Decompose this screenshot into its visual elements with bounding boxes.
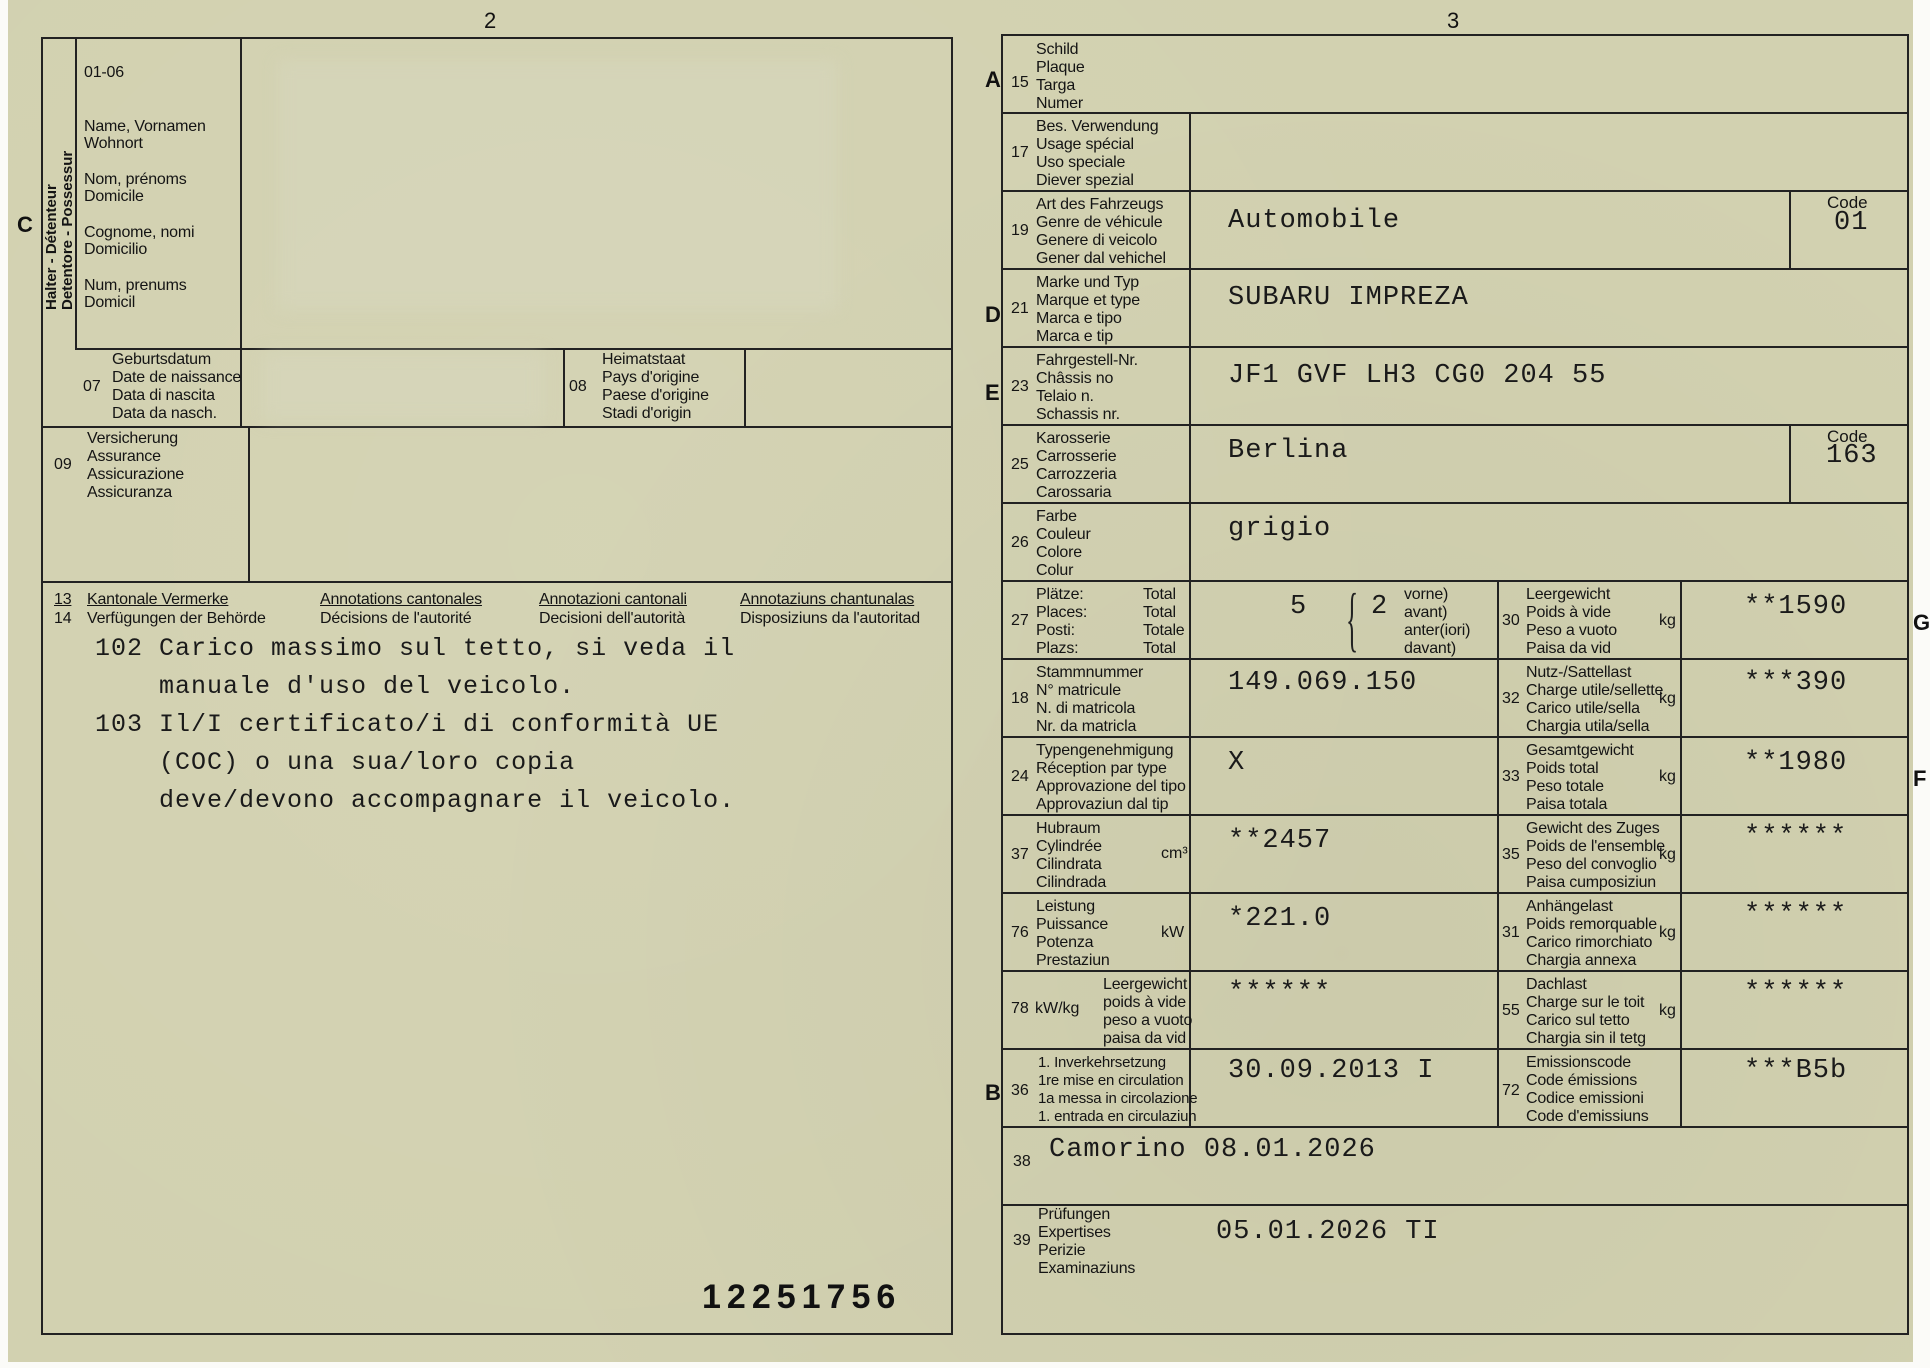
roof-load-label-fr: Charge sur le toit <box>1526 994 1645 1011</box>
holder-vertical-label-1: Halter - Détenteur <box>43 184 60 310</box>
train-weight-label-rm: Paisa cumposiziun <box>1526 874 1656 891</box>
color-label-it: Colore <box>1036 544 1082 561</box>
chassis-label-de: Fahrgestell-Nr. <box>1036 352 1138 369</box>
name-label-rm-2: Domicil <box>84 294 136 311</box>
birthdate-label-it: Data di nascita <box>112 387 215 404</box>
field-24-number: 24 <box>1011 768 1029 785</box>
payload-unit: kg <box>1659 690 1676 707</box>
trailer-load-unit: kg <box>1659 924 1676 941</box>
field-19-number: 19 <box>1011 222 1029 239</box>
seats-front-label-it: anter(iori) <box>1404 622 1471 639</box>
seats-label-fr: Places: <box>1036 604 1088 621</box>
section-letter-a: A <box>985 67 1001 92</box>
body-label-it: Carrozzeria <box>1036 466 1117 483</box>
birthdate-label-fr: Date de naissance <box>112 369 242 386</box>
seats-total-label-de: Total <box>1143 586 1176 603</box>
color-label-de: Farbe <box>1036 508 1077 525</box>
field-72-number: 72 <box>1502 1082 1520 1099</box>
emission-label-rm: Code d'emissiuns <box>1526 1108 1649 1125</box>
chassis-value: JF1 GVF LH3 CG0 204 55 <box>1228 361 1607 391</box>
train-weight-unit: kg <box>1659 846 1676 863</box>
color-label-rm: Colur <box>1036 562 1074 579</box>
displacement-label-it: Cilindrata <box>1036 856 1102 873</box>
insurance-label-de: Versicherung <box>87 430 178 447</box>
roof-load-value: ****** <box>1744 978 1848 1008</box>
make-label-de: Marke und Typ <box>1036 274 1139 291</box>
total-weight-label-it: Peso totale <box>1526 778 1604 795</box>
field-36-number: 36 <box>1011 1082 1029 1099</box>
section-letter-d: D <box>985 302 1001 327</box>
empty-weight-unit: kg <box>1659 612 1676 629</box>
annotation-header-de: Kantonale Vermerke <box>87 591 229 608</box>
field-30-number: 30 <box>1502 612 1520 629</box>
plate-label-fr: Plaque <box>1036 59 1085 76</box>
birthdate-label-de: Geburtsdatum <box>112 351 211 368</box>
name-label-rm-1: Num, prenums <box>84 277 187 294</box>
registration-document <box>8 0 1930 1362</box>
inspection-label-de: Prüfungen <box>1038 1206 1111 1223</box>
annotation-sub-de: Verfügungen der Behörde <box>87 610 266 627</box>
roof-load-label-rm: Chargia sin il tetg <box>1526 1030 1646 1047</box>
seats-label-it: Posti: <box>1036 622 1075 639</box>
section-letter-g: G <box>1913 610 1930 635</box>
ratio-label-rm: paisa da vid <box>1103 1030 1186 1047</box>
field-21-number: 21 <box>1011 300 1029 317</box>
seats-total-label-fr: Total <box>1143 604 1176 621</box>
seats-total-label-it: Totale <box>1143 622 1185 639</box>
field-32-number: 32 <box>1502 690 1520 707</box>
body-label-de: Karosserie <box>1036 430 1111 447</box>
field-26-number: 26 <box>1011 534 1029 551</box>
total-weight-unit: kg <box>1659 768 1676 785</box>
displacement-label-rm: Cilindrada <box>1036 874 1107 891</box>
emission-label-de: Emissionscode <box>1526 1054 1632 1071</box>
field-33-number: 33 <box>1502 768 1520 785</box>
payload-label-it: Carico utile/sella <box>1526 700 1640 717</box>
make-label-fr: Marque et type <box>1036 292 1140 309</box>
field-55-number: 55 <box>1502 1002 1520 1019</box>
field-09-number: 09 <box>54 456 72 473</box>
vehicle-type-label-fr: Genre de véhicule <box>1036 214 1163 231</box>
train-weight-label-it: Peso del convoglio <box>1526 856 1657 873</box>
power-label-fr: Puissance <box>1036 916 1109 933</box>
empty-weight-value: **1590 <box>1744 592 1848 622</box>
special-use-label-it: Uso speciale <box>1036 154 1126 171</box>
payload-label-rm: Chargia utila/sella <box>1526 718 1650 735</box>
field-18-number: 18 <box>1011 690 1029 707</box>
seats-label-de: Plätze: <box>1036 586 1084 603</box>
insurance-label-fr: Assurance <box>87 448 161 465</box>
color-value: grigio <box>1228 514 1332 544</box>
first-registration-value: 30.09.2013 I <box>1228 1056 1435 1086</box>
body-label-fr: Carrosserie <box>1036 448 1117 465</box>
vehicle-type-label-it: Genere di veicolo <box>1036 232 1158 249</box>
type-approval-label-it: Approvazione del tipo <box>1036 778 1186 795</box>
left-page-number: 2 <box>484 8 497 33</box>
emission-label-it: Codice emissioni <box>1526 1090 1644 1107</box>
section-letter-c: C <box>17 212 33 237</box>
birthdate-label-rm: Data da nasch. <box>112 405 217 422</box>
ratio-label-fr: poids à vide <box>1103 994 1186 1011</box>
field-31-number: 31 <box>1502 924 1520 941</box>
power-unit: kW <box>1161 924 1185 941</box>
empty-weight-label-de: Leergewicht <box>1526 586 1611 603</box>
make-label-rm: Marca e tip <box>1036 328 1113 345</box>
annotation-sub-rm: Disposiziuns da l'autoritad <box>740 610 920 627</box>
remark-line: manuale d'uso del veicolo. <box>95 672 576 701</box>
first-registration-label-fr: 1re mise en circulation <box>1038 1072 1184 1089</box>
matricule-label-rm: Nr. da matricla <box>1036 718 1137 735</box>
body-code: 163 <box>1826 441 1878 471</box>
plate-label-it: Targa <box>1036 77 1076 94</box>
displacement-unit: cm³ <box>1161 845 1188 862</box>
roof-load-label-it: Carico sul tetto <box>1526 1012 1630 1029</box>
roof-load-label-de: Dachlast <box>1526 976 1587 993</box>
field-35-number: 35 <box>1502 846 1520 863</box>
section-letter-b: B <box>985 1080 1001 1105</box>
trailer-load-label-de: Anhängelast <box>1526 898 1613 915</box>
emission-label-fr: Code émissions <box>1526 1072 1638 1089</box>
insurance-label-it: Assicurazione <box>87 466 185 483</box>
issue-place-date-value: Camorino 08.01.2026 <box>1049 1135 1376 1165</box>
holder-vertical-label-2: Detentore - Possessur <box>59 150 76 310</box>
annotation-header-it: Annotazioni cantonali <box>539 591 687 608</box>
field-01-06-number: 01-06 <box>84 64 124 81</box>
annotation-sub-fr: Décisions de l'autorité <box>320 610 472 627</box>
payload-label-fr: Charge utile/sellette <box>1526 682 1664 699</box>
field-23-number: 23 <box>1011 378 1029 395</box>
seats-label-rm: Plazs: <box>1036 640 1079 657</box>
emission-value: ***B5b <box>1744 1056 1848 1086</box>
trailer-load-label-rm: Chargia annexa <box>1526 952 1637 969</box>
ratio-label-de: Leergewicht <box>1103 976 1188 993</box>
redacted-holder-name <box>278 60 838 310</box>
vehicle-type-label-de: Art des Fahrzeugs <box>1036 196 1164 213</box>
field-39-number: 39 <box>1013 1232 1031 1249</box>
insurance-label-rm: Assicuranza <box>87 484 172 501</box>
inspection-label-fr: Expertises <box>1038 1224 1111 1241</box>
payload-label-de: Nutz-/Sattellast <box>1526 664 1632 681</box>
name-label-de-2: Wohnort <box>84 135 143 152</box>
displacement-value: **2457 <box>1228 826 1332 856</box>
vehicle-type-label-rm: Gener dal vehichel <box>1036 250 1166 267</box>
seats-total-label-rm: Total <box>1143 640 1176 657</box>
redacted-birthdate <box>263 352 543 420</box>
inspection-value: 05.01.2026 TI <box>1216 1217 1440 1247</box>
power-label-it: Potenza <box>1036 934 1094 951</box>
field-27-number: 27 <box>1011 612 1029 629</box>
payload-value: ***390 <box>1744 668 1848 698</box>
power-weight-ratio-unit: kW/kg <box>1035 1000 1080 1017</box>
total-weight-label-fr: Poids total <box>1526 760 1599 777</box>
origin-label-de: Heimatstaat <box>602 351 686 368</box>
make-value: SUBARU IMPREZA <box>1228 283 1469 313</box>
empty-weight-label-fr: Poids à vide <box>1526 604 1611 621</box>
chassis-label-rm: Schassis nr. <box>1036 406 1120 423</box>
seats-front-label-de: vorne) <box>1404 586 1449 603</box>
make-label-it: Marca e tipo <box>1036 310 1122 327</box>
type-approval-value: X <box>1228 748 1246 778</box>
matricule-label-it: N. di matricola <box>1036 700 1136 717</box>
seats-front-label-rm: davant) <box>1404 640 1456 657</box>
origin-label-rm: Stadi d'origin <box>602 405 692 422</box>
seats-front-value: 2 <box>1371 592 1389 622</box>
field-38-number: 38 <box>1013 1153 1031 1170</box>
field-08-number: 08 <box>569 378 587 395</box>
displacement-label-de: Hubraum <box>1036 820 1101 837</box>
ratio-label-it: peso a vuoto <box>1103 1012 1193 1029</box>
field-76-number: 76 <box>1011 924 1029 941</box>
special-use-label-de: Bes. Verwendung <box>1036 118 1159 135</box>
total-weight-label-rm: Paisa totala <box>1526 796 1608 813</box>
field-25-number: 25 <box>1011 456 1029 473</box>
train-weight-label-de: Gewicht des Zuges <box>1526 820 1660 837</box>
body-value: Berlina <box>1228 436 1349 466</box>
power-label-de: Leistung <box>1036 898 1095 915</box>
right-page-number: 3 <box>1447 8 1460 33</box>
annotation-header-rm: Annotaziuns chantunalas <box>740 591 915 608</box>
plate-label-rm: Numer <box>1036 95 1084 112</box>
special-use-label-rm: Diever spezial <box>1036 172 1134 189</box>
seats-brace-icon: { <box>1346 579 1359 659</box>
train-weight-label-fr: Poids de l'ensemble <box>1526 838 1665 855</box>
name-label-it-1: Cognome, nomi <box>84 224 195 241</box>
body-code-label: Code <box>1827 427 1868 446</box>
first-registration-label-it: 1a messa in circolazione <box>1038 1090 1198 1107</box>
annotation-header-fr: Annotations cantonales <box>320 591 482 608</box>
power-weight-ratio-value: ****** <box>1228 978 1332 1008</box>
total-weight-value: **1980 <box>1744 748 1848 778</box>
name-label-fr-1: Nom, prénoms <box>84 171 187 188</box>
remark-line: 102 Carico massimo sul tetto, si veda il <box>95 634 736 663</box>
field-15-number: 15 <box>1011 74 1029 91</box>
color-label-fr: Couleur <box>1036 526 1091 543</box>
trailer-load-value: ****** <box>1744 900 1848 930</box>
field-13-number: 13 <box>54 591 72 608</box>
field-37-number: 37 <box>1011 846 1029 863</box>
matricule-label-fr: N° matricule <box>1036 682 1121 699</box>
chassis-label-fr: Châssis no <box>1036 370 1114 387</box>
annotation-sub-it: Decisioni dell'autorità <box>539 610 686 627</box>
trailer-load-label-fr: Poids remorquable <box>1526 916 1657 933</box>
first-registration-label-de: 1. Inverkehrsetzung <box>1038 1054 1166 1071</box>
origin-label-fr: Pays d'origine <box>602 369 700 386</box>
power-label-rm: Prestaziun <box>1036 952 1110 969</box>
field-78-number: 78 <box>1011 1000 1029 1017</box>
plate-label-de: Schild <box>1036 41 1079 58</box>
power-value: *221.0 <box>1228 904 1332 934</box>
total-weight-label-de: Gesamtgewicht <box>1526 742 1634 759</box>
train-weight-value: ****** <box>1744 822 1848 852</box>
matricule-value: 149.069.150 <box>1228 668 1418 698</box>
name-label-fr-2: Domicile <box>84 188 144 205</box>
type-approval-label-rm: Approvaziun dal tip <box>1036 796 1169 813</box>
body-label-rm: Carossaria <box>1036 484 1112 501</box>
section-letter-e: E <box>985 380 1000 405</box>
serial-number: 12251756 <box>702 1278 902 1316</box>
section-letter-f: F <box>1913 766 1927 791</box>
first-registration-label-rm: 1. entrada en circulaziun <box>1038 1108 1197 1125</box>
roof-load-unit: kg <box>1659 1002 1676 1019</box>
remark-line: deve/devono accompagnare il veicolo. <box>95 786 736 815</box>
empty-weight-label-rm: Paisa da vid <box>1526 640 1611 657</box>
name-label-de-1: Name, Vornamen <box>84 118 206 135</box>
type-approval-label-fr: Réception par type <box>1036 760 1167 777</box>
type-approval-label-de: Typengenehmigung <box>1036 742 1174 759</box>
inspection-label-rm: Examinaziuns <box>1038 1260 1136 1277</box>
remark-line: 103 Il/I certificato/i di conformità UE <box>95 710 720 739</box>
field-17-number: 17 <box>1011 144 1029 161</box>
field-07-number: 07 <box>83 378 101 395</box>
trailer-load-label-it: Carico rimorchiato <box>1526 934 1653 951</box>
empty-weight-label-it: Peso a vuoto <box>1526 622 1617 639</box>
seats-total-value: 5 <box>1290 592 1308 622</box>
displacement-label-fr: Cylindrée <box>1036 838 1102 855</box>
origin-label-it: Paese d'origine <box>602 387 709 404</box>
inspection-label-it: Perizie <box>1038 1242 1086 1259</box>
matricule-label-de: Stammnummer <box>1036 664 1144 681</box>
vehicle-type-code: 01 <box>1834 208 1869 238</box>
seats-front-label-fr: avant) <box>1404 604 1448 621</box>
name-label-it-2: Domicilio <box>84 241 148 258</box>
vehicle-type-value: Automobile <box>1228 206 1401 236</box>
chassis-label-it: Telaio n. <box>1036 388 1094 405</box>
remark-line: (COC) o una sua/loro copia <box>95 748 576 777</box>
special-use-label-fr: Usage spécial <box>1036 136 1134 153</box>
field-14-number: 14 <box>54 610 72 627</box>
vehicle-type-code-label: Code <box>1827 193 1868 212</box>
